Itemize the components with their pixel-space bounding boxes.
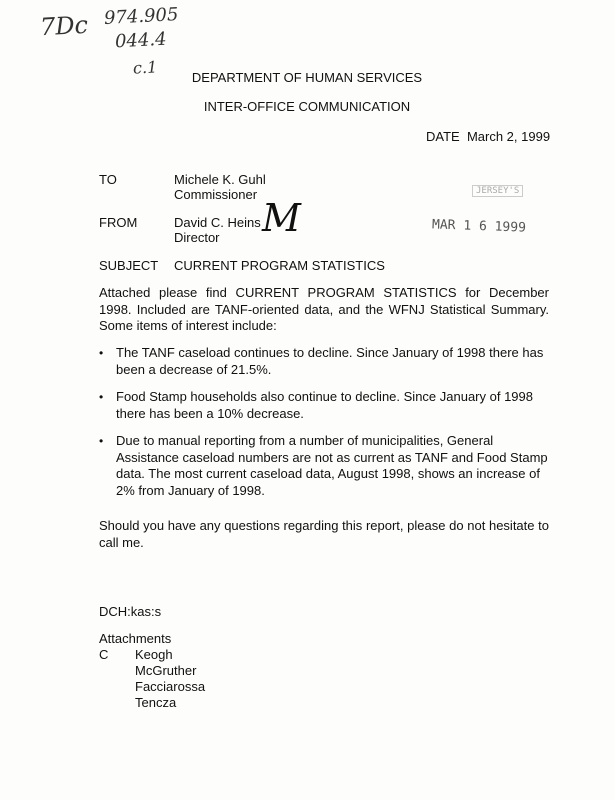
cc-recipient: Facciarossa [135,679,206,694]
intro-paragraph: Attached please find CURRENT PROGRAM STATISTICS for December 1998. Included are TANF-oriented data, and the WFNJ Statistical Summary. Some items of interest include: [99,285,549,333]
cc-recipient: McGruther [135,663,197,678]
from-label: FROM [99,215,138,230]
department-heading: DEPARTMENT OF HUMAN SERVICES [191,70,423,85]
typist-initials: DCH:kas:s [99,604,162,619]
cc-recipient: Keogh [135,647,173,662]
received-stamp-date: MAR 1 6 1999 [431,217,527,236]
handwritten-call-number: 974.905 [103,4,179,29]
from-title: Director [174,230,220,245]
from-name: David C. Heins [174,215,261,230]
subject-label: SUBJECT [99,258,159,273]
subject-text: CURRENT PROGRAM STATISTICS [174,258,385,273]
bullet-item: Food Stamp households also continue to decline. Since January of 1998 there has been a 10% decrease. [116,389,533,421]
date-value: March 2, 1999 [466,129,551,144]
closing-paragraph: Should you have any questions regarding this report, please do not hesitate to call me. [99,518,549,550]
memo-type-heading: INTER-OFFICE COMMUNICATION [203,99,411,114]
handwritten-copy-number: c.1 [132,57,158,78]
to-title: Commissioner [174,187,258,202]
handwritten-shelf-number: 044.4 [114,28,168,53]
bullet-marker: • [99,390,104,404]
memo-date [426,129,550,144]
handwritten-mark: 7Dc [39,10,89,42]
handwritten-initial: M [262,196,301,240]
attachments-label: Attachments [99,631,172,646]
to-name: Michele K. Guhl [174,172,266,187]
cc-label: C [99,647,109,662]
bullet-marker: • [99,434,104,448]
to-label: TO [99,172,117,187]
bullet-item: The TANF caseload continues to decline. Since January of 1998 there has been a decrease of 21.5%. [116,345,544,377]
date-label: DATE [426,129,460,144]
bullet-marker: • [99,346,104,360]
cc-recipient: Tencza [135,695,177,710]
bullet-item: Due to manual reporting from a number of municipalities, General Assistance caseload numbers are not as current as TANF and Food Stamp data. The most current caseload data, August 1998, shows an increase of 2% from January of 1998. [116,433,548,498]
received-stamp-text: JERSEY'S [472,185,523,197]
